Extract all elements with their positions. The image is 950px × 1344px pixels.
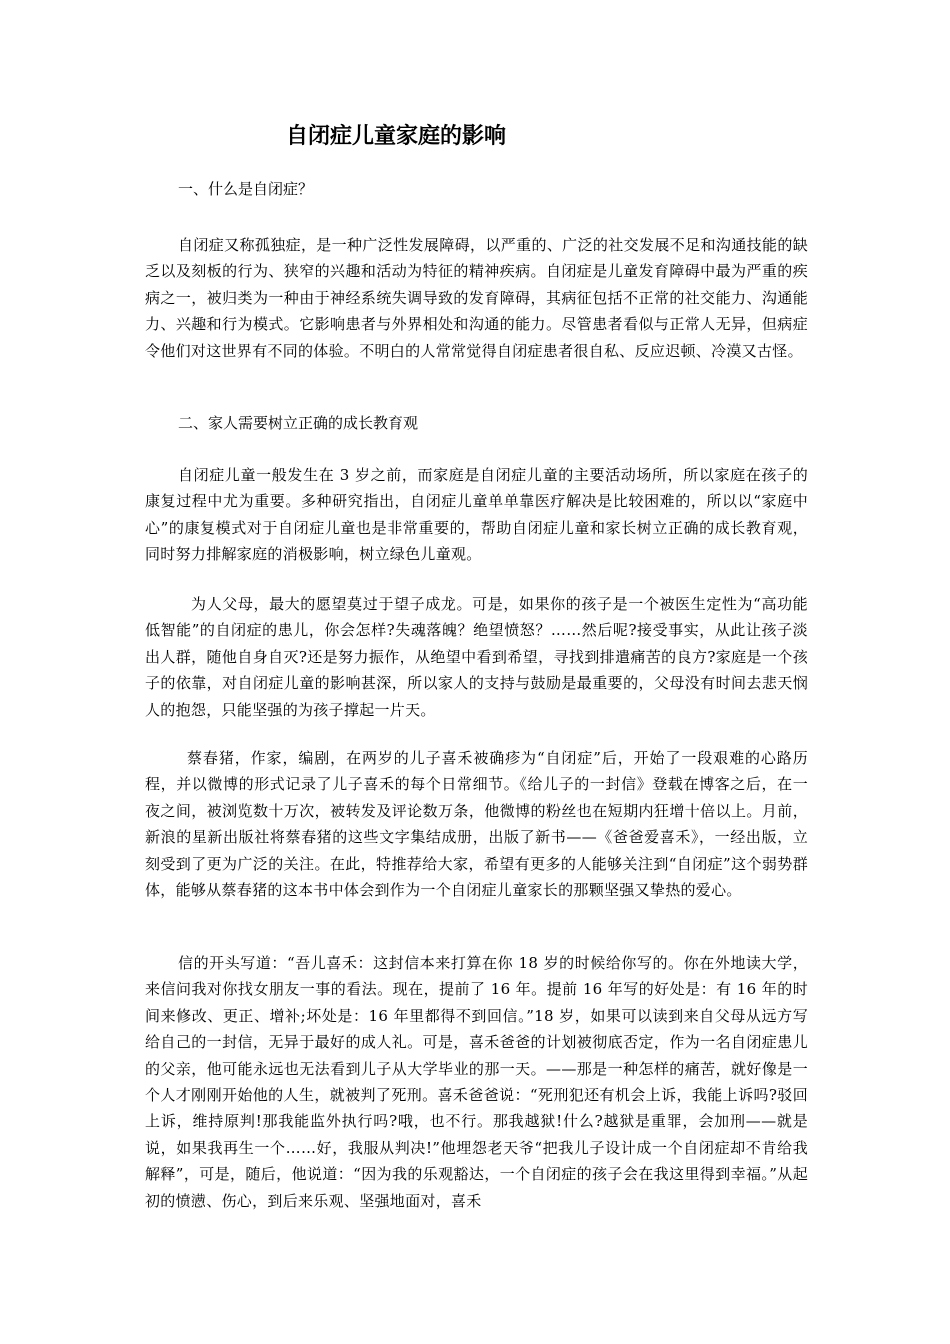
- section-heading-education-view: 二、家人需要树立正确的成长教育观: [178, 414, 419, 432]
- paragraph-family-role: 自闭症儿童一般发生在 3 岁之前，而家庭是自闭症儿童的主要活动场所，所以家庭在孩子的康复过程中尤为重要。多种研究指出，自闭症儿童单单靠医疗解决是比较困难的，所以以“家庭中心”的康复模式对于自闭症儿童也是非常重要的，帮助自闭症儿童和家长树立正确的成长教育观，同时努力排解家庭的消极影响，树立绿色儿童观。: [145, 466, 808, 564]
- paragraph-letter: 信的开头写道：“吾儿喜禾：这封信本来打算在你 18 岁的时候给你写的。你在外地读大学，来信问我对你找女朋友一事的看法。现在，提前了 16 年。提前 16 年写的好处是：有 16 年的时间来修改、更正、增补;坏处是：16 年里都得不到回信。”18 岁，如果可以读到来自父母从远方写给自己的一封信，无异于最好的成人礼。可是，喜禾爸爸的计划被彻底否定，作为一名自闭症患儿的父亲，他可能永远也无法看到儿子从大学毕业的那一天。——那是一种怎样的痛苦，就好像是一个人才刚刚开始他的人生，就被判了死刑。喜禾爸爸说：“死刑犯还有机会上诉，我能上诉吗?驳回上诉，维持原判!那我能监外执行吗?哦，也不行。那我越狱!什么?越狱是重罪，会加刑——就是说，如果我再生一个……好，我服从判决!”他埋怨老天爷“把我儿子设计成一个自闭症却不肯给我解释”，可是，随后，他说道：“因为我的乐观豁达，一个自闭症的孩子会在我这里得到幸福。”从起初的愤懑、伤心，到后来乐观、坚强地面对，喜禾: [145, 954, 808, 1210]
- paragraph-definition: 自闭症又称孤独症，是一种广泛性发展障碍，以严重的、广泛的社交发展不足和沟通技能的缺乏以及刻板的行为、狭窄的兴趣和活动为特征的精神疾病。自闭症是儿童发育障碍中最为严重的疾病之一，被归类为一种由于神经系统失调导致的发育障碍，其病征包括不正常的社交能力、沟通能力、兴趣和行为模式。它影响患者与外界相处和沟通的能力。尽管患者看似与正常人无异，但病症令他们对这世界有不同的体验。不明白的人常常觉得自闭症患者很自私、反应迟顿、冷漠又古怪。: [145, 236, 808, 360]
- paragraph-cai-chunzhu: 蔡春猪，作家，编剧，在两岁的儿子喜禾被确疹为“自闭症”后，开始了一段艰难的心路历程，并以微博的形式记录了儿子喜禾的每个日常细节。《给儿子的一封信》登载在博客之后，在一夜之间，被浏览数十万次，被转发及评论数万条，他微博的粉丝也在短期内狂增十倍以上。月前，新浪的星新出版社将蔡春猪的这些文字集结成册，出版了新书——《爸爸爱喜禾》，一经出版，立刻受到了更为广泛的关注。在此，特推荐给大家，希望有更多的人能够关注到“自闭症”这个弱势群体，能够从蔡春猪的这本书中体会到作为一个自闭症儿童家长的那颗坚强又挚热的爱心。: [145, 749, 808, 900]
- document-title: 自闭症儿童家庭的影响: [286, 124, 507, 149]
- paragraph-parents-hope: 为人父母，最大的愿望莫过于望子成龙。可是，如果你的孩子是一个被医生定性为“高功能低智能”的自闭症的患儿，你会怎样?失魂落魄？绝望愤怒？……然后呢?接受事实，从此让孩子淡出人群，随他自身自灭?还是努力振作，从绝望中看到希望，寻找到排遣痛苦的良方?家庭是一个孩子的依靠，对自闭症儿童的影响甚深，所以家人的支持与鼓励是最重要的，父母没有时间去悲天悯人的抱怨，只能坚强的为孩子撑起一片天。: [145, 595, 808, 719]
- section-heading-what-is-autism: 一、什么是自闭症？: [178, 180, 314, 198]
